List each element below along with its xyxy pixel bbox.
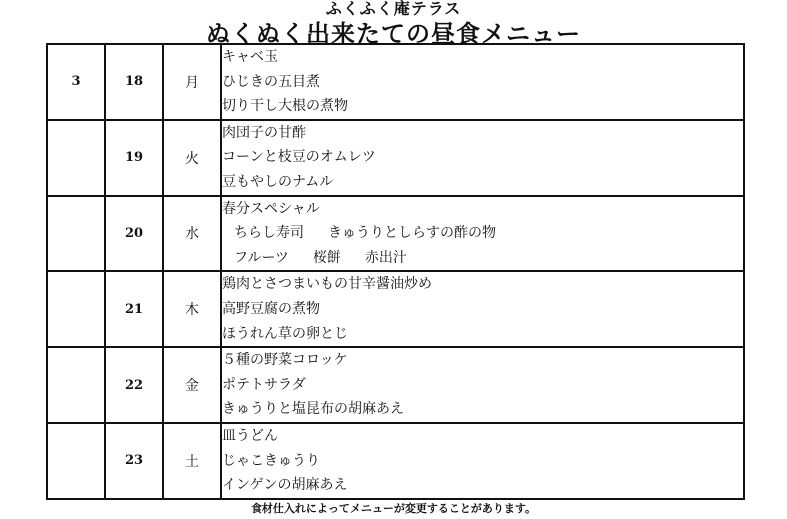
table-row bbox=[47, 423, 744, 499]
table-row bbox=[47, 120, 744, 196]
footer-note: 食材仕入れによってメニューが変更することがあります。 bbox=[250, 502, 537, 515]
menu-item: フルーツ bbox=[234, 249, 289, 266]
weekday-cell: 金 bbox=[163, 347, 221, 423]
table-row bbox=[47, 347, 744, 423]
menu-item: 肉団子の甘酢 bbox=[222, 124, 306, 141]
month-cell bbox=[47, 271, 105, 347]
menu-items-cell bbox=[221, 196, 744, 272]
menu-item: 赤出汁 bbox=[364, 249, 407, 266]
menu-item: キャベ玉 bbox=[222, 49, 278, 65]
menu-item-row bbox=[222, 246, 743, 271]
menu-item: じゃこきゅうり bbox=[222, 452, 320, 469]
menu-item: インゲンの胡麻あえ bbox=[222, 477, 348, 494]
date-cell: 18 bbox=[105, 44, 163, 120]
weekday-cell: 土 bbox=[163, 423, 221, 499]
date-cell: 20 bbox=[105, 196, 163, 272]
menu-items-cell bbox=[221, 120, 744, 196]
weekday-cell: 火 bbox=[163, 120, 221, 196]
menu-items-cell bbox=[221, 347, 744, 423]
month-cell bbox=[47, 347, 105, 423]
weekday-cell: 木 bbox=[163, 271, 221, 347]
menu-item: ほうれん草の卵とじ bbox=[222, 325, 348, 342]
menu-item: 桜餅 bbox=[312, 249, 341, 266]
menu-item: 皿うどん bbox=[222, 427, 278, 444]
menu-items-cell bbox=[221, 44, 744, 120]
menu-item: 鶏肉とさつまいもの甘辛醤油炒め bbox=[222, 276, 432, 293]
weekday-cell: 月 bbox=[163, 44, 221, 120]
date-cell: 22 bbox=[105, 347, 163, 423]
menu-item: 春分スペシャル bbox=[222, 200, 320, 217]
menu-item: ちらし寿司 bbox=[234, 225, 304, 242]
menu-item: 高野豆腐の煮物 bbox=[222, 300, 320, 317]
menu-item: きゅうりとしらすの酢の物 bbox=[328, 225, 496, 242]
page-title: ぬくぬく出来たての昼食メニュー bbox=[206, 20, 581, 48]
month-cell bbox=[47, 120, 105, 196]
date-cell: 19 bbox=[105, 120, 163, 196]
table-row bbox=[47, 196, 744, 272]
table-row bbox=[47, 271, 744, 347]
table-row bbox=[47, 44, 744, 120]
menu-item-row bbox=[222, 221, 743, 246]
menu-item: 切り干し大根の煮物 bbox=[222, 98, 348, 115]
menu-items-cell bbox=[221, 271, 744, 347]
menu-item: きゅうりと塩昆布の胡麻あえ bbox=[222, 401, 404, 418]
menu-item: ポテトサラダ bbox=[222, 376, 306, 393]
date-cell: 21 bbox=[105, 271, 163, 347]
weekday-cell: 水 bbox=[163, 196, 221, 272]
month-cell bbox=[47, 196, 105, 272]
restaurant-name: ふくふく庵テラス bbox=[325, 0, 462, 18]
menu-item: コーンと枝豆のオムレツ bbox=[222, 149, 376, 166]
menu-items-cell bbox=[221, 423, 744, 499]
date-cell: 23 bbox=[105, 423, 163, 499]
menu-item: ５種の野菜コロッケ bbox=[222, 352, 348, 369]
menu-item: ひじきの五目煮 bbox=[222, 73, 320, 90]
menu-table bbox=[46, 43, 745, 500]
menu-item: 豆もやしのナムル bbox=[222, 173, 334, 190]
month-cell: 3 bbox=[47, 44, 105, 120]
month-cell bbox=[47, 423, 105, 499]
